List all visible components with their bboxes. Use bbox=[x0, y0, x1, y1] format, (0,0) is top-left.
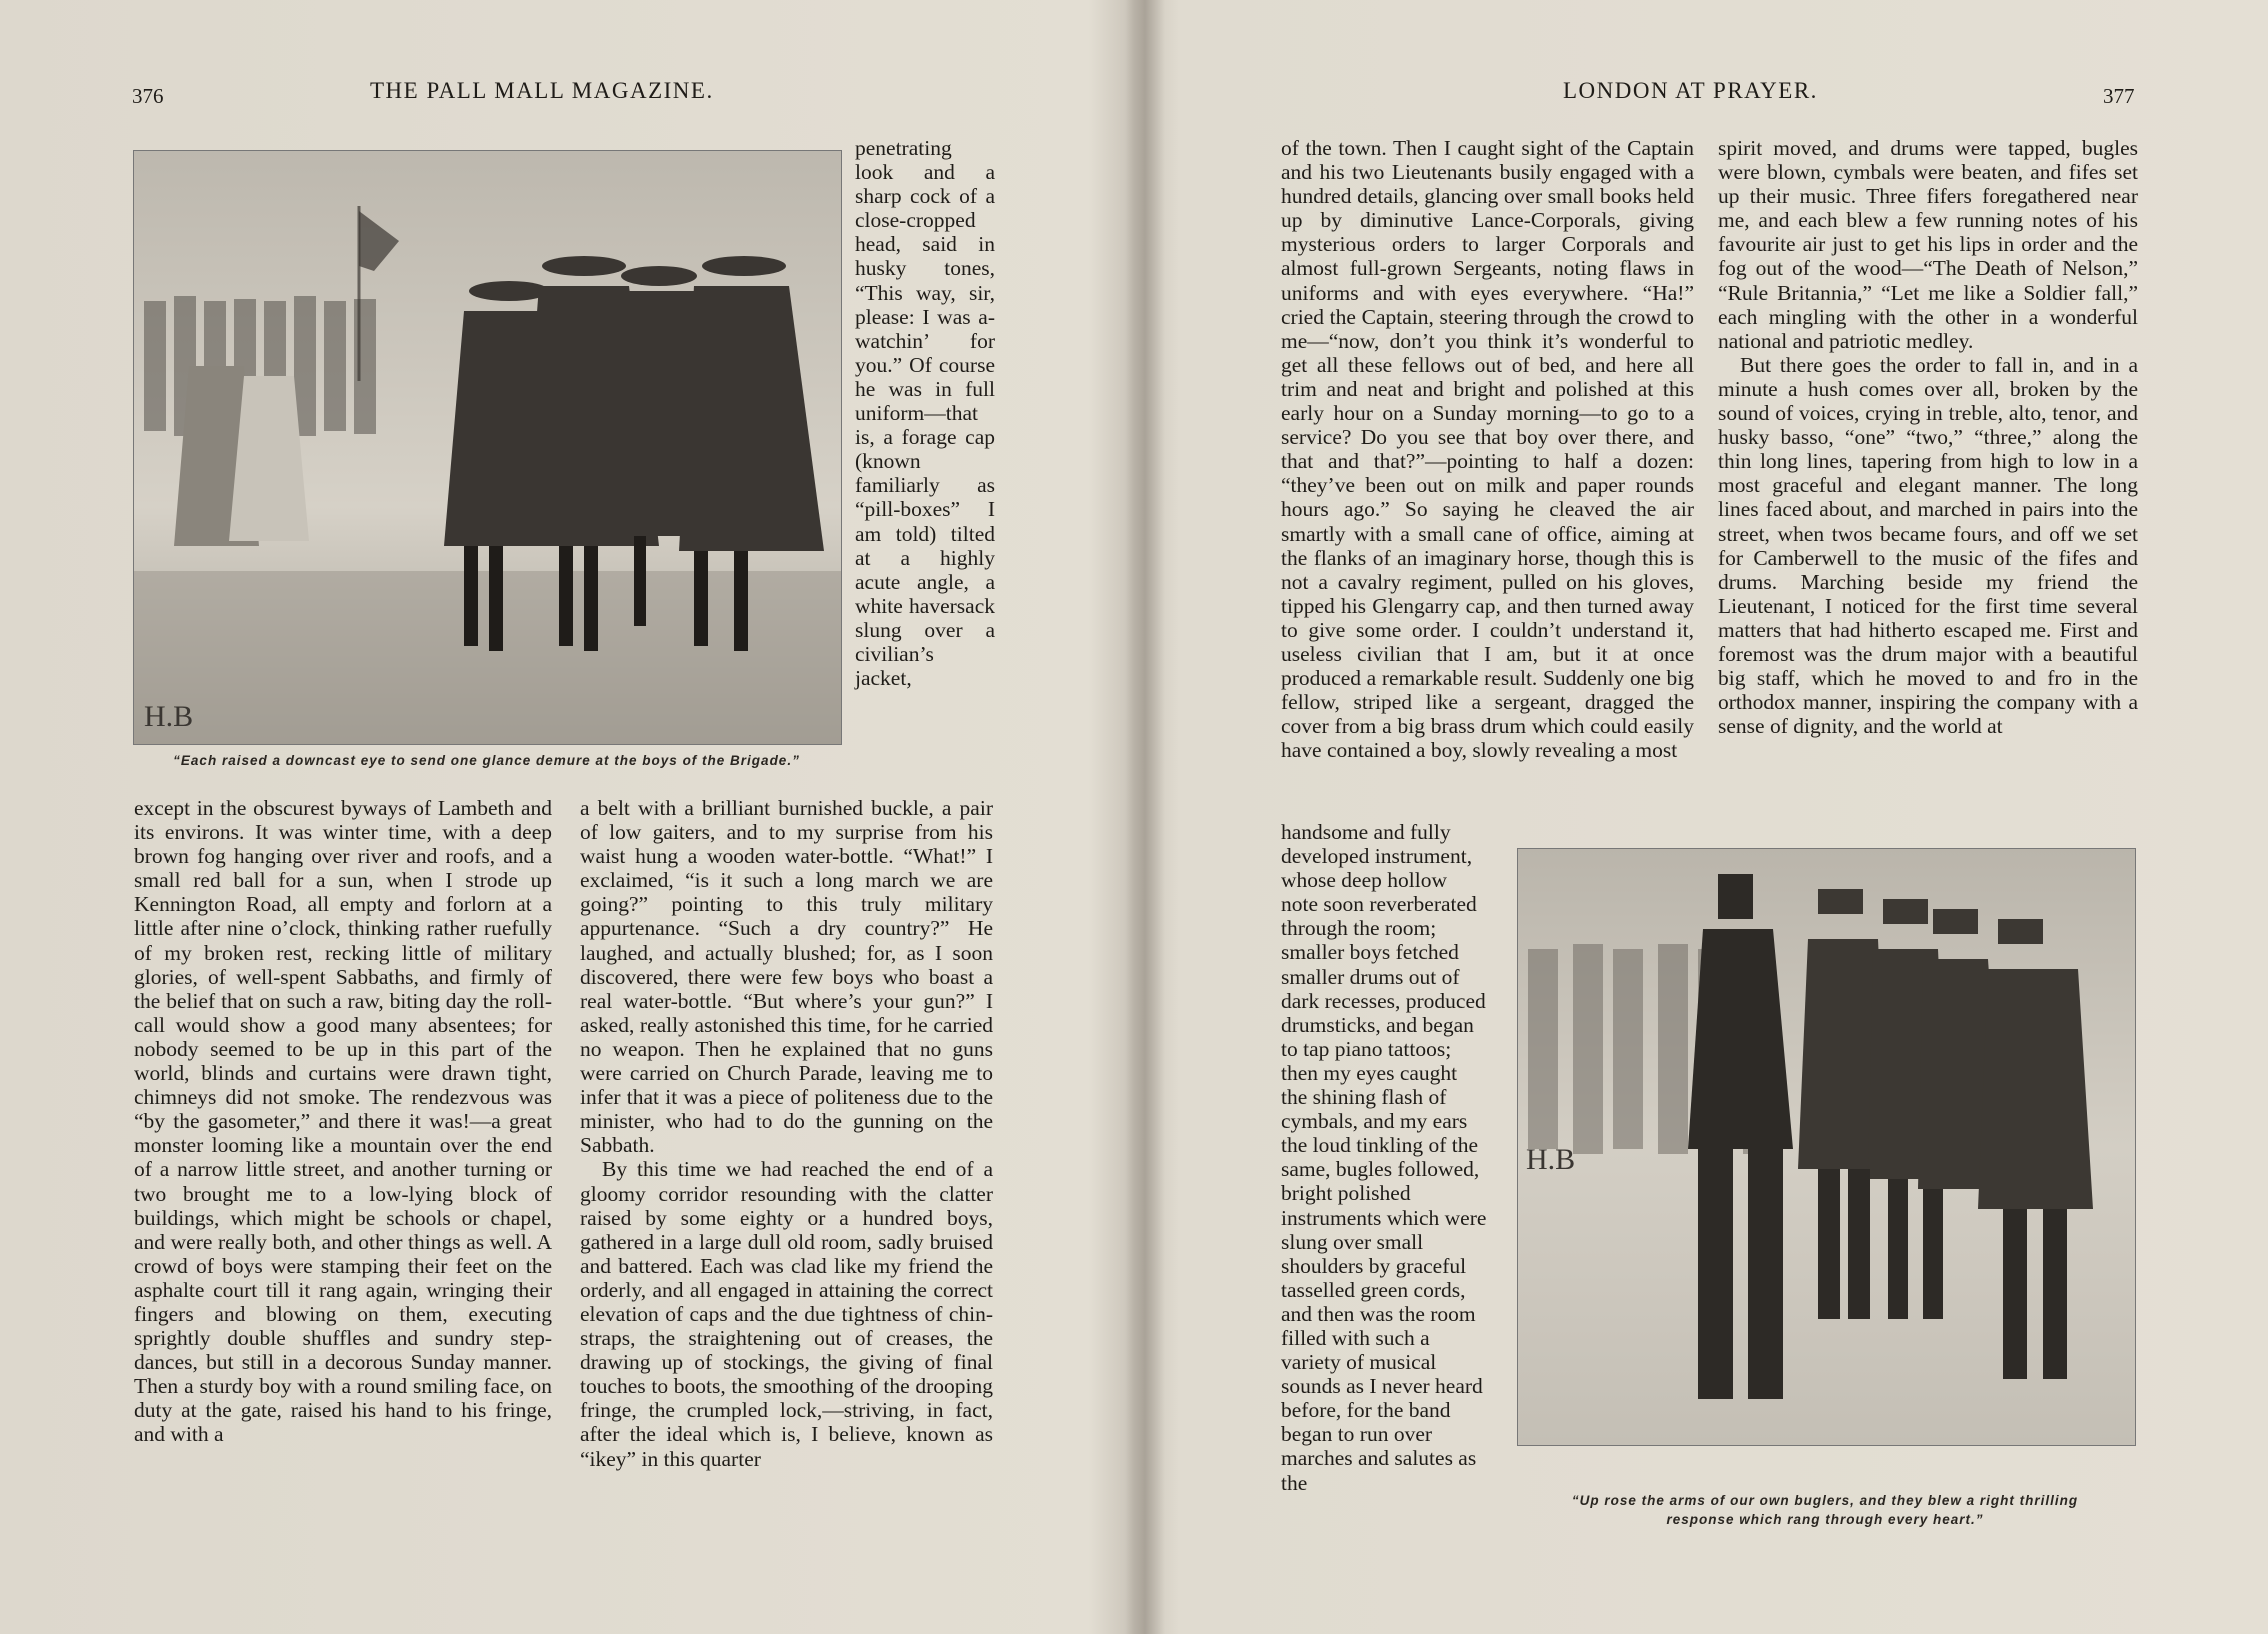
paragraph-col2a-right: spirit moved, and drums were tapped, bugles were blown, cymbals were beaten, and fifes set up their music. Three fifers foregathered near me, and each blew a few running notes of his favourite air just to get his lips in order and the fog out of the wood—“The Death of Nelson,” “Rule Britannia,” “Let me like a Soldier fall,” each mingling with the other in a wonderful national and patriotic medley. bbox=[1718, 136, 2138, 353]
figure-caption-right-line1: “Up rose the arms of our own buglers, and they blew a right thrilling bbox=[1571, 1493, 2079, 1508]
narrow-column-left bbox=[855, 136, 995, 794]
paragraph-col1-left: except in the obscurest byways of Lambeth and its environs. It was winter time, with a deep brown fog hanging over river and roofs, and a small red ball for a sun, when I strode up Kennington Road, all empty and forlorn at a little after nine o’clock, thinking rather ruefully of my broken rest, recking little of military glories, of well-spent Sabbaths, and firmly of the belief that on such a raw, biting day the roll-call would show a good many absentees; for nobody seemed to be up in this part of the world, blinds and curtains were drawn tight, chimneys did not smoke. The rendezvous was “by the gasometer,” and there it was!—a great monster looming like a mountain over the end of a narrow little street, and another turning or two brought me to a low-lying block of buildings, which might be schools or chapel, and were really both, and other things as well. A crowd of boys were stamping their feet on the asphalte court till it rang again, wringing their fingers and blowing on them, executing sprightly double shuffles and sundry step-dances, but still in a decorous Sunday manner. Then a sturdy boy with a round smiling face, on duty at the gate, raised his hand to his fringe, and with a bbox=[134, 796, 552, 1447]
paragraph-col2b-left: By this time we had reached the end of a gloomy corridor resounding with the clatter raised by some eighty or a hundred boys, gathered in a large dull old room, sadly bruised and battered. Each was clad like my friend the orderly, and all engaged in attaining the correct elevation of caps and the due tightness of chin-straps, the straightening out of creases, the drawing up of stockings, the giving of final touches to boots, the smoothing of the drooping fringe, the crumpled lock,—striving, in fact, after the ideal which is, I believe, known as “ikey” in this quarter bbox=[580, 1157, 993, 1471]
illustration-girls-drawing bbox=[134, 151, 841, 744]
illustration-buglers-drawing bbox=[1518, 849, 2135, 1445]
running-head-left: THE PALL MALL MAGAZINE. bbox=[370, 78, 714, 103]
running-head-right: LONDON AT PRAYER. bbox=[1563, 78, 1818, 103]
binding-gutter bbox=[1125, 0, 1165, 1634]
paragraph-col2b-right: But there goes the order to fall in, and in a minute a hush comes over all, broken by the sound of voices, crying in treble, alto, tenor, and husky basso, “one” “two,” “three,” along the thin long lines, tapering from high to low in a most graceful and elegant manner. The long lines faced about, and marched in pairs into the street, when twos became fours, and off we set for Camberwell to the music of the fifes and drums. Marching beside my friend the Lieutenant, I noticed for the first time several matters that had hitherto escaped me. First and foremost was the drum major with a beautiful big staff, which he moved to and fro in the orthodox manner, inspiring the company with a sense of dignity, and the world at bbox=[1718, 352, 2138, 739]
page-number-left: 376 bbox=[132, 84, 164, 108]
illustration-buglers bbox=[1517, 848, 2136, 1446]
column-1-right-top bbox=[1281, 136, 1694, 824]
paragraph-col2a-left: a belt with a brilliant burnished buckle, a pair of low gaiters, and to my surprise from his waist hung a wooden water-bottle. “What!” I exclaimed, “is it such a long march we are going?” pointing to this truly military appurtenance. “Such a dry country?” He laughed, and actually blushed; for, as I soon discovered, there were few boys who boast a real water-bottle. “But where’s your gun?” I asked, really astonished this time, for he carried no weapon. Then he explained that no guns were carried on Church Parade, leaving me to infer that it was a piece of politeness due to the minister, who had to do the gunning on the Sabbath. bbox=[580, 796, 993, 1158]
column-2-left bbox=[580, 796, 993, 1532]
page-number-right: 377 bbox=[2103, 84, 2135, 108]
column-1-right-narrow bbox=[1281, 820, 1487, 1532]
column-2-right bbox=[1718, 136, 2138, 824]
paragraph-col1-right: of the town. Then I caught sight of the Captain and his two Lieutenants busily engaged with a hundred details, glancing over small books held up by diminutive Lance-Corporals, giving mysterious orders to larger Corporals and almost full-grown Sergeants, noting flaws in uniforms and with eyes everywhere. “Ha!” cried the Captain, steering through the crowd to me—“now, don’t you think it’s wonderful to get all these fellows out of bed, and here all trim and neat and bright and polished at this early hour on a Sunday morning—to go to a service? Do you see that boy over there, and that and that?”—pointing to half a dozen: “they’ve been out on milk and paper rounds hours ago.” So saying he cleaved the air smartly with a small cane of office, aiming at the flanks of an imaginary horse, though this is not a cavalry regiment, pulled on his gloves, tipped his Glengarry cap, and then turned away to give some order. I couldn’t understand it, useless civilian that I am, but it at once produced a remarkable result. Suddenly one big fellow, striped like a sergeant, dragged the cover from a big brass drum which could easily have contained a boy, slowly revealing a most bbox=[1281, 136, 1694, 763]
artist-signature-left: H.B bbox=[144, 700, 194, 733]
figure-caption-left: “Each raised a downcast eye to send one glance demure at the boys of the Brigade.” bbox=[173, 753, 800, 768]
paragraph-narrow-right: handsome and fully developed instrument, whose deep hollow note soon reverberated through the room; smaller boys fetched smaller drums out of dark recesses, produced drumsticks, and began to tap piano tattoos; then my eyes caught the shining flash of cymbals, and my ears the loud tinkling of the same, bugles followed, bright polished instruments which were slung over small shoulders by graceful tasselled green cords, and then was the room filled with such a variety of musical sounds as I never heard before, for the band began to run over marches and salutes as the bbox=[1281, 820, 1487, 1495]
artist-signature-right: H.B bbox=[1526, 1143, 1576, 1176]
figure-caption-right-line2: response which rang through every heart.” bbox=[1666, 1512, 1984, 1527]
illustration-girls-in-capes bbox=[133, 150, 842, 745]
figure-caption-right bbox=[1500, 1491, 2150, 1529]
column-1-left bbox=[134, 796, 552, 1532]
paragraph-narrow-left: penetrating look and a sharp cock of a close-cropped head, said in husky tones, “This way, sir, please: I was a-watchin’ for you.” Of course he was in full uniform—that is, a forage cap (known familiarly as “pill-boxes” I am told) tilted at a highly acute angle, a white haversack slung over a civilian’s jacket, bbox=[855, 136, 995, 691]
